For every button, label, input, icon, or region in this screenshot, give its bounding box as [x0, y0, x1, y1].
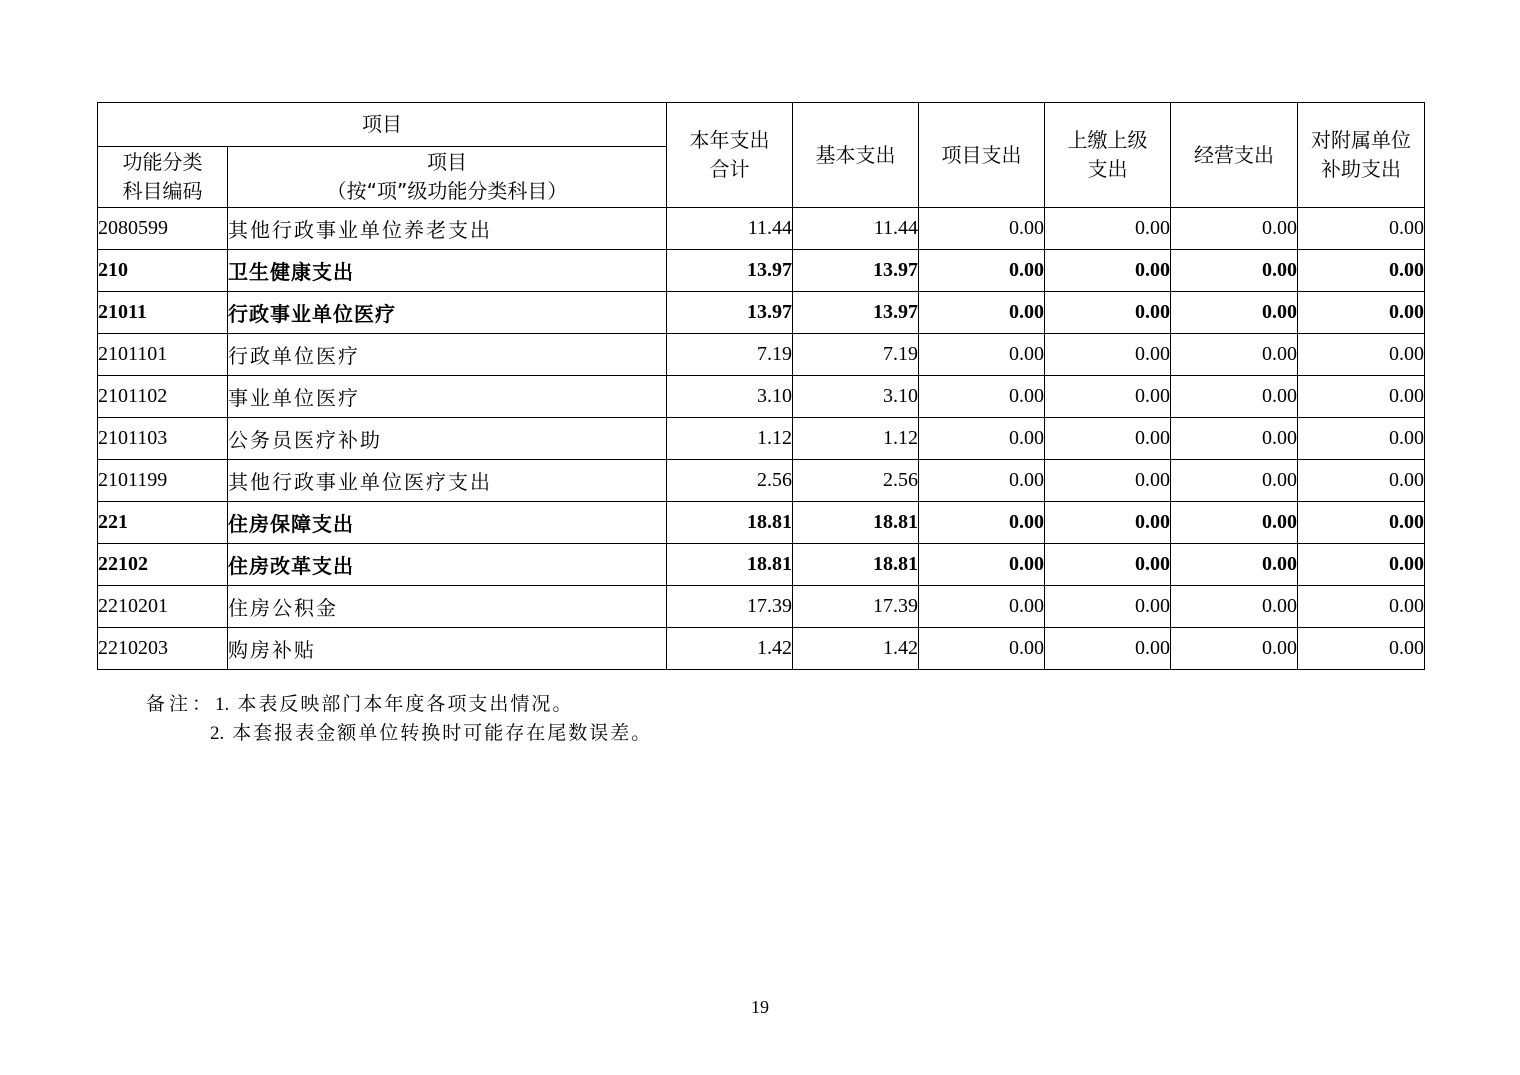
cell-operating: 0.00 — [1171, 334, 1298, 376]
cell-remit: 0.00 — [1045, 460, 1171, 502]
cell-total: 2.56 — [667, 460, 793, 502]
note-line-2 — [146, 719, 652, 748]
cell-total: 1.12 — [667, 418, 793, 460]
cell-code: 21011 — [98, 292, 228, 334]
cell-total: 13.97 — [667, 292, 793, 334]
cell-remit: 0.00 — [1045, 334, 1171, 376]
cell-basic: 1.12 — [793, 418, 919, 460]
cell-project: 0.00 — [919, 292, 1045, 334]
cell-name: 事业单位医疗 — [228, 376, 667, 418]
cell-operating: 0.00 — [1171, 208, 1298, 250]
cell-basic: 18.81 — [793, 544, 919, 586]
cell-operating: 0.00 — [1171, 544, 1298, 586]
cell-total: 1.42 — [667, 628, 793, 670]
cell-total: 11.44 — [667, 208, 793, 250]
table-row — [98, 544, 1425, 586]
cell-code: 22102 — [98, 544, 228, 586]
header-remit-line1: 上缴上级 — [1067, 128, 1148, 152]
cell-name: 卫生健康支出 — [228, 250, 667, 292]
notes-section — [146, 690, 652, 748]
cell-remit: 0.00 — [1045, 376, 1171, 418]
cell-name: 行政单位医疗 — [228, 334, 667, 376]
cell-operating: 0.00 — [1171, 502, 1298, 544]
header-project: 项目支出 — [919, 103, 1045, 208]
cell-total: 3.10 — [667, 376, 793, 418]
cell-subsidy: 0.00 — [1298, 292, 1425, 334]
header-total-line1: 本年支出 — [689, 128, 770, 152]
cell-total: 7.19 — [667, 334, 793, 376]
cell-subsidy: 0.00 — [1298, 376, 1425, 418]
cell-operating: 0.00 — [1171, 460, 1298, 502]
header-code-line1: 功能分类 — [122, 150, 203, 174]
cell-subsidy: 0.00 — [1298, 208, 1425, 250]
table-row — [98, 250, 1425, 292]
cell-operating: 0.00 — [1171, 586, 1298, 628]
header-item-group: 项目 — [98, 103, 667, 147]
cell-total: 18.81 — [667, 544, 793, 586]
cell-code: 2101101 — [98, 334, 228, 376]
header-name-line2: （按“项”级功能分类科目） — [326, 179, 568, 203]
cell-operating: 0.00 — [1171, 250, 1298, 292]
cell-total: 17.39 — [667, 586, 793, 628]
cell-code: 2101103 — [98, 418, 228, 460]
header-code-line2: 科目编码 — [122, 179, 203, 203]
header-name — [228, 147, 667, 208]
cell-remit: 0.00 — [1045, 418, 1171, 460]
cell-subsidy: 0.00 — [1298, 586, 1425, 628]
cell-operating: 0.00 — [1171, 418, 1298, 460]
expenditure-table — [97, 102, 1425, 670]
cell-name: 其他行政事业单位养老支出 — [228, 208, 667, 250]
cell-remit: 0.00 — [1045, 208, 1171, 250]
table-row — [98, 376, 1425, 418]
header-remit-line2: 支出 — [1087, 157, 1128, 181]
cell-project: 0.00 — [919, 586, 1045, 628]
header-operating: 经营支出 — [1171, 103, 1298, 208]
cell-remit: 0.00 — [1045, 502, 1171, 544]
cell-project: 0.00 — [919, 250, 1045, 292]
cell-name: 公务员医疗补助 — [228, 418, 667, 460]
cell-project: 0.00 — [919, 334, 1045, 376]
header-name-line1: 项目 — [427, 150, 467, 174]
cell-remit: 0.00 — [1045, 544, 1171, 586]
notes-label: 备注： — [146, 693, 216, 715]
header-subsidy-line2: 补助支出 — [1321, 157, 1401, 181]
cell-project: 0.00 — [919, 418, 1045, 460]
cell-code: 2101199 — [98, 460, 228, 502]
cell-basic: 3.10 — [793, 376, 919, 418]
header-total — [667, 103, 793, 208]
cell-project: 0.00 — [919, 628, 1045, 670]
cell-subsidy: 0.00 — [1298, 544, 1425, 586]
cell-basic: 17.39 — [793, 586, 919, 628]
header-remit — [1045, 103, 1171, 208]
cell-operating: 0.00 — [1171, 292, 1298, 334]
cell-operating: 0.00 — [1171, 376, 1298, 418]
cell-basic: 1.42 — [793, 628, 919, 670]
cell-basic: 11.44 — [793, 208, 919, 250]
table-body — [98, 208, 1425, 670]
header-code — [98, 147, 228, 208]
cell-name: 住房公积金 — [228, 586, 667, 628]
table-row — [98, 334, 1425, 376]
table-row — [98, 418, 1425, 460]
cell-project: 0.00 — [919, 376, 1045, 418]
table-row — [98, 586, 1425, 628]
cell-project: 0.00 — [919, 544, 1045, 586]
cell-code: 2210201 — [98, 586, 228, 628]
cell-subsidy: 0.00 — [1298, 628, 1425, 670]
note-text: 本表反映部门本年度各项支出情况。 — [237, 693, 574, 715]
cell-subsidy: 0.00 — [1298, 418, 1425, 460]
note-line-1 — [146, 690, 652, 719]
cell-remit: 0.00 — [1045, 586, 1171, 628]
cell-total: 18.81 — [667, 502, 793, 544]
cell-remit: 0.00 — [1045, 250, 1171, 292]
page-number: 19 — [751, 997, 769, 1017]
cell-basic: 13.97 — [793, 292, 919, 334]
cell-code: 210 — [98, 250, 228, 292]
cell-name: 行政事业单位医疗 — [228, 292, 667, 334]
cell-code: 2101102 — [98, 376, 228, 418]
cell-subsidy: 0.00 — [1298, 460, 1425, 502]
cell-name: 住房改革支出 — [228, 544, 667, 586]
cell-code: 2080599 — [98, 208, 228, 250]
note-number: 2. — [210, 723, 225, 744]
table-header-row — [98, 103, 1425, 147]
table-row — [98, 208, 1425, 250]
header-basic: 基本支出 — [793, 103, 919, 208]
cell-remit: 0.00 — [1045, 628, 1171, 670]
cell-operating: 0.00 — [1171, 628, 1298, 670]
table-row — [98, 292, 1425, 334]
cell-name: 住房保障支出 — [228, 502, 667, 544]
table-row — [98, 460, 1425, 502]
header-subsidy-line1: 对附属单位 — [1311, 128, 1411, 152]
cell-remit: 0.00 — [1045, 292, 1171, 334]
note-text: 本套报表金额单位转换时可能存在尾数误差。 — [232, 722, 653, 744]
cell-code: 2210203 — [98, 628, 228, 670]
header-total-line2: 合计 — [709, 157, 750, 181]
cell-basic: 13.97 — [793, 250, 919, 292]
note-number: 1. — [215, 694, 230, 715]
cell-subsidy: 0.00 — [1298, 334, 1425, 376]
cell-project: 0.00 — [919, 502, 1045, 544]
cell-project: 0.00 — [919, 460, 1045, 502]
cell-name: 购房补贴 — [228, 628, 667, 670]
table-row — [98, 502, 1425, 544]
cell-basic: 18.81 — [793, 502, 919, 544]
table-row — [98, 628, 1425, 670]
cell-basic: 7.19 — [793, 334, 919, 376]
cell-name: 其他行政事业单位医疗支出 — [228, 460, 667, 502]
cell-basic: 2.56 — [793, 460, 919, 502]
header-subsidy — [1298, 103, 1425, 208]
cell-project: 0.00 — [919, 208, 1045, 250]
cell-subsidy: 0.00 — [1298, 250, 1425, 292]
cell-total: 13.97 — [667, 250, 793, 292]
cell-subsidy: 0.00 — [1298, 502, 1425, 544]
cell-code: 221 — [98, 502, 228, 544]
